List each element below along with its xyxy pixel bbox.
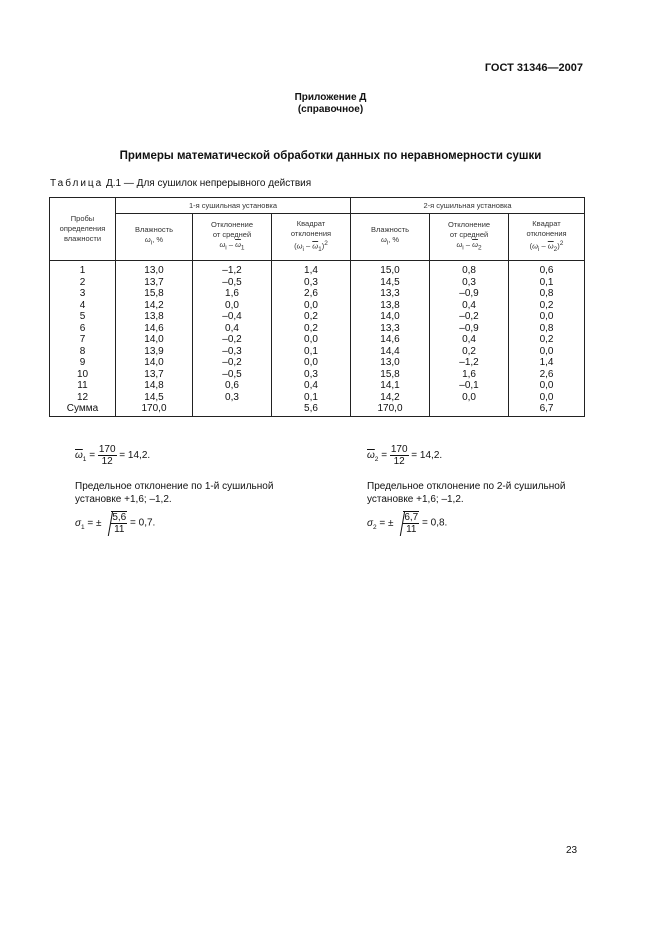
table-cell: 0,2 [509,300,585,312]
table-row [50,288,585,300]
table-cell: –0,2 [430,311,509,323]
table-cell: –0,3 [193,346,272,358]
mean-formula-1: $\overline{\omega}_1$ = $\frac{170}{12}$ = 14,2. [75,444,151,467]
table-cell: 0,3 [272,277,351,289]
table-cell: 1,4 [272,261,351,277]
page-number: 23 [566,845,578,856]
header-moisture-label: Влажность [135,225,173,235]
table-cell: 0,6 [509,261,585,277]
caption-prefix: Таблица [50,178,104,189]
table-cell: 14,1 [351,380,430,392]
table-cell: 0,0 [272,334,351,346]
appendix-title: Приложение Д [294,92,367,103]
table-cell: 7 [50,334,116,346]
mean-formula-2: $\overline{\omega}_2$ = $\frac{170}{12}$ = 14,2. [367,444,443,467]
table-cell: 170,0 [116,403,193,416]
table-cell: –0,5 [193,277,272,289]
table-cell: –0,9 [430,323,509,335]
table-cell: 1,6 [193,288,272,300]
header-deviation-line: Отклонение [447,220,491,230]
header-square-line: Квадрат [532,219,561,228]
table-cell: –0,1 [430,380,509,392]
section-heading: Примеры математической обработки данных по неравномерности сушки [119,150,542,162]
sigma-result-2: = 0,8. [422,517,448,529]
data-table [49,197,585,417]
table-cell: 14,8 [116,380,193,392]
table-cell: 6,7 [509,403,585,416]
table-cell: 15,8 [351,369,430,381]
table-cell: 0,3 [193,392,272,404]
header-probe-line: влажности [63,234,102,243]
table-cell: 8 [50,346,116,358]
table-row [50,323,585,335]
header-deviation-line: от средней [449,230,489,240]
table-cell: 13,0 [116,261,193,277]
sigma-formula-2: $\sigma_2$ = ± $\frac{6,7}{11}$ = 0,8. [367,512,448,535]
table-cell: 0,0 [509,346,585,358]
table-cell: 0,4 [193,323,272,335]
table-row [50,392,585,404]
table-cell: 5,6 [272,403,351,416]
table-cell: 1,4 [509,357,585,369]
table-cell: 0,0 [509,311,585,323]
table-cell: 0,0 [509,380,585,392]
percent-unit: , % [388,235,400,245]
table-cell: 13,3 [351,323,430,335]
header-moisture-2 [351,214,430,261]
header-square-line: отклонения [526,229,567,238]
sigma-formula-1: $\sigma_1$ = ± $\frac{5,6}{11}$ = 0,7. [75,512,156,535]
table-cell: 14,0 [116,357,193,369]
header-probe-line: определения [59,224,106,233]
table-cell: 0,0 [272,300,351,312]
table-cell [193,403,272,416]
table-cell: 14,6 [351,334,430,346]
table-row [50,300,585,312]
table-cell: 14,4 [351,346,430,358]
header-square-1: Квадрат отклонения $(\omega_i - \overline{\omega}_1)^2$ [272,214,351,261]
mean-numerator-2: 170 [390,444,408,455]
table-cell: 0,0 [509,392,585,404]
table-cell: 0,4 [430,334,509,346]
table-cell: 14,6 [116,323,193,335]
table-cell: –1,2 [430,357,509,369]
header-group-1: 1-я сушильная установка [116,198,351,214]
mean-result-2: = 14,2. [411,450,443,462]
mean-numerator-1: 170 [98,444,116,455]
table-cell: 5 [50,311,116,323]
header-group-2: 2-я сушильная установка [351,198,585,214]
table-cell: 10 [50,369,116,381]
table-cell: 0,3 [272,369,351,381]
table-cell: 14,2 [116,300,193,312]
table-cell: 0,8 [430,261,509,277]
table-row [50,403,585,416]
table-cell: 2 [50,277,116,289]
limit-text-2 [367,480,565,506]
table-row [50,346,585,358]
omega-symbol: ω [144,235,151,245]
table-cell: 0,2 [430,346,509,358]
table-cell: 12 [50,392,116,404]
standard-number: ГОСТ 31346—2007 [484,62,583,74]
table-cell: 0,2 [509,334,585,346]
table-cell: 14,5 [116,392,193,404]
table-cell [430,403,509,416]
table-cell: 13,7 [116,369,193,381]
table-row [50,357,585,369]
table-cell: 3 [50,288,116,300]
table-cell: 14,2 [351,392,430,404]
table-cell: 0,2 [272,311,351,323]
sigma-denominator-1: 11 [114,524,125,535]
header-moisture-label: Влажность [371,225,409,235]
table-cell: 0,0 [430,392,509,404]
header-probe [50,198,116,261]
table-cell: 1,6 [430,369,509,381]
table-cell: Сумма [50,403,116,416]
table-caption [50,178,311,189]
header-deviation-1: Отклонение от средней $\omega_i - \overline{\omega}_1$ [193,214,272,261]
table-cell: 14,0 [116,334,193,346]
percent-unit: , % [152,235,164,245]
mean-result-1: = 14,2. [119,450,151,462]
index-i: i [150,239,153,247]
table-row [50,277,585,289]
table-cell: 6 [50,323,116,335]
limit-text-1 [75,480,273,506]
table-cell: –0,2 [193,334,272,346]
table-cell: 0,1 [272,392,351,404]
table-body [50,261,585,417]
table-cell: 15,0 [351,261,430,277]
table-cell: 13,8 [116,311,193,323]
table-cell: 13,7 [116,277,193,289]
appendix-note: (справочное) [297,104,364,115]
header-deviation-line: Отклонение [210,220,254,230]
limit-text-1-line: установке +1,6; –1,2. [75,494,172,505]
table-cell: 14,5 [351,277,430,289]
table-cell: 0,3 [430,277,509,289]
index-i: i [386,239,389,247]
table-cell: 0,1 [509,277,585,289]
mean-denominator-1: 12 [101,456,113,467]
table-cell: –0,4 [193,311,272,323]
table-cell: 13,9 [116,346,193,358]
header-probe-line: Пробы [70,214,95,223]
table-row [50,334,585,346]
table-cell: 2,6 [272,288,351,300]
table-cell: 13,3 [351,288,430,300]
table-cell: 2,6 [509,369,585,381]
table-row [50,380,585,392]
table-cell: 1 [50,261,116,277]
table-cell: 0,4 [272,380,351,392]
table-cell: 0,1 [272,346,351,358]
table-row [50,369,585,381]
table-cell: 13,0 [351,357,430,369]
table-cell: 13,8 [351,300,430,312]
table-cell: 0,2 [272,323,351,335]
table-cell: 0,4 [430,300,509,312]
header-square-2: Квадрат отклонения $(\omega_i - \overline{\omega}_2)^2$ [509,214,585,261]
omega-symbol: ω [380,235,387,245]
table-cell: 0,0 [193,300,272,312]
header-deviation-line: от средней [212,230,252,240]
sigma-result-1: = 0,7. [130,517,156,529]
table-cell: –0,9 [430,288,509,300]
table-cell: 9 [50,357,116,369]
table-cell: –1,2 [193,261,272,277]
header-moisture-1 [116,214,193,261]
table-cell: 0,8 [509,288,585,300]
table-row [50,311,585,323]
caption-text: Д.1 — Для сушилок непрерывного действия [103,178,312,189]
table-cell: 0,8 [509,323,585,335]
table-cell: –0,5 [193,369,272,381]
header-square-line: отклонения [290,229,332,238]
limit-text-2-line: установке +1,6; –1,2. [367,494,464,505]
sigma-numerator-1: 5,6 [112,512,127,523]
table-row [50,261,585,277]
table-cell: –0,2 [193,357,272,369]
table-cell: 11 [50,380,116,392]
table-cell: 0,0 [272,357,351,369]
table-cell: 4 [50,300,116,312]
sigma-numerator-2: 6,7 [404,512,419,523]
table-cell: 15,8 [116,288,193,300]
limit-text-2-line: Предельное отклонение по 2-й сушильной [367,481,566,492]
header-square-line: Квадрат [296,219,326,228]
table-cell: 170,0 [351,403,430,416]
sigma-denominator-2: 11 [406,524,417,535]
mean-denominator-2: 12 [393,456,405,467]
table-cell: 14,0 [351,311,430,323]
limit-text-1-line: Предельное отклонение по 1-й сушильной [75,481,274,492]
table-cell: 0,6 [193,380,272,392]
header-deviation-2: Отклонение от средней $\omega_i - \overline{\omega}_2$ [430,214,509,261]
